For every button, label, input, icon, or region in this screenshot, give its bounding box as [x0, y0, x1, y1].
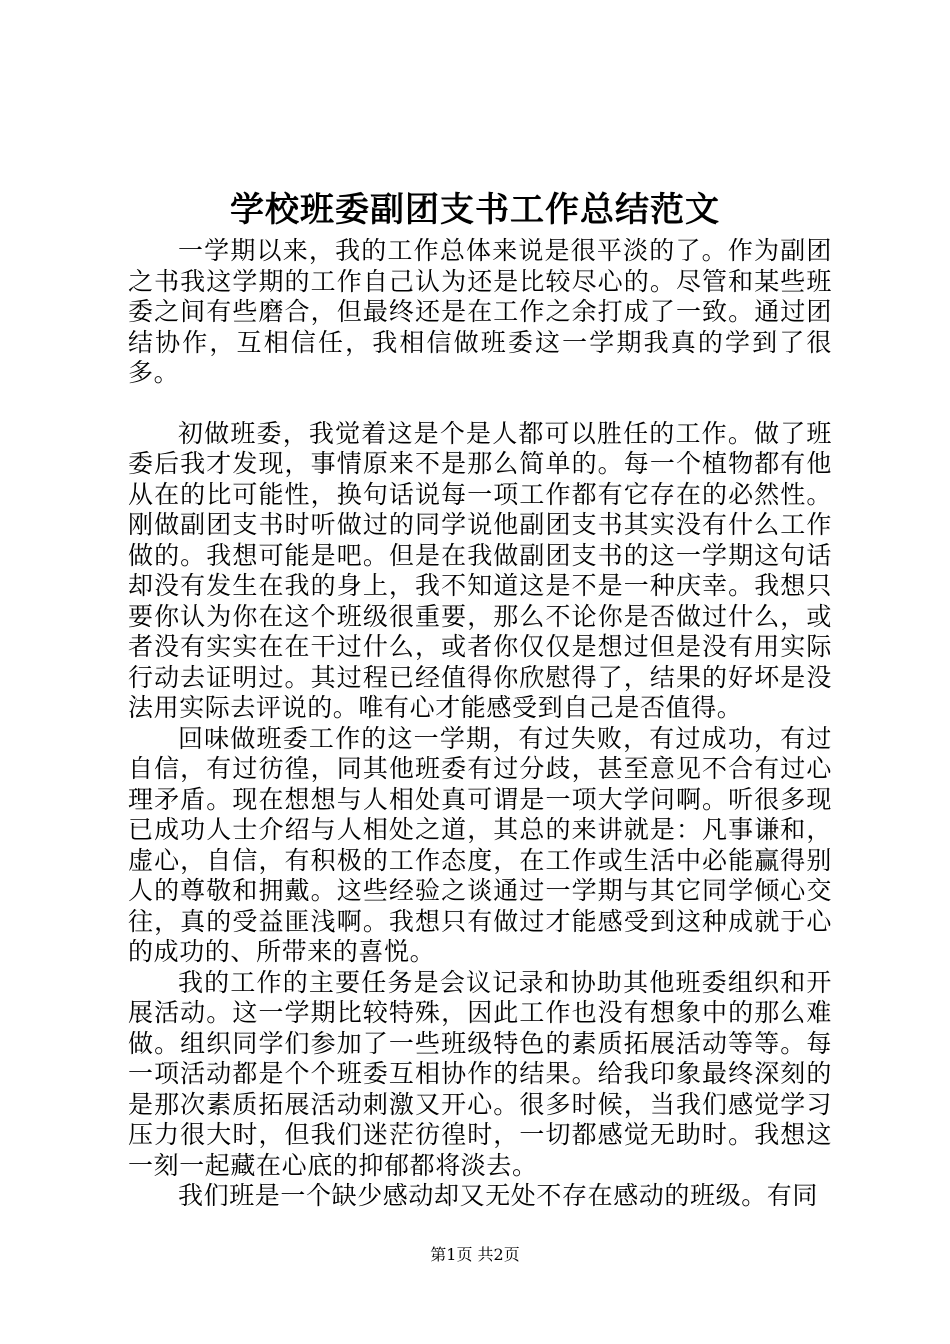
paragraph-2: 初做班委，我觉着这是个是人都可以胜任的工作。做了班委后我才发现，事情原来不是那么简单的。每一个植物都有他从在的比可能性，换句话说每一项工作都有它存在的必然性。刚做副团支书时听做过的同学说他副团支书其实没有什么工作做的。我想可能是吧。但是在我做副团支书的这一学期这句话却没有发生在我的身上，我不知道这是不是一种庆幸。我想只要你认为你在这个班级很重要，那么不论你是否做过什么，或者没有实实在在干过什么，或者你仅仅是想过但是没有用实际行动去证明过。其过程已经值得你欣慰得了，结果的好坏是没法用实际去评说的。唯有心才能感受到自己是否值得。	[128, 418, 832, 722]
document-body	[128, 236, 832, 1212]
paragraph-5: 我们班是一个缺少感动却又无处不存在感动的班级。有同	[178, 1181, 819, 1210]
paragraph-4: 我的工作的主要任务是会议记录和协助其他班委组织和开展活动。这一学期比较特殊，因此工作也没有想象中的那么难做。组织同学们参加了一些班级特色的素质拓展活动等等。每一项活动都是个个班委互相协作的结果。给我印象最终深刻的是那次素质拓展活动刺激又开心。很多时候，当我们感觉学习压力很大时，但我们迷茫彷徨时，一切都感觉无助时。我想这一刻一起藏在心底的抑郁都将淡去。	[128, 967, 832, 1180]
paragraph-3: 回味做班委工作的这一学期，有过失败，有过成功，有过自信，有过彷徨，同其他班委有过分歧，甚至意见不合有过心理矛盾。现在想想与人相处真可谓是一项大学问啊。听很多现已成功人士介绍与人相处之道，其总的来讲就是：凡事谦和，虚心，自信，有积极的工作态度，在工作或生活中必能赢得别人的尊敬和拥戴。这些经验之谈通过一学期与其它同学倾心交往，真的受益匪浅啊。我想只有做过才能感受到这种成就于心的成功的、所带来的喜悦。	[128, 723, 832, 966]
paragraph-1: 一学期以来，我的工作总体来说是很平淡的了。作为副团之书我这学期的工作自己认为还是比较尽心的。尽管和某些班委之间有些磨合，但最终还是在工作之余打成了一致。通过团结协作，互相信任，我相信做班委这一学期我真的学到了很多。	[128, 236, 832, 387]
document-title: 学校班委副团支书工作总结范文	[230, 190, 720, 230]
page-indicator: 第1页 共2页	[430, 1245, 520, 1264]
